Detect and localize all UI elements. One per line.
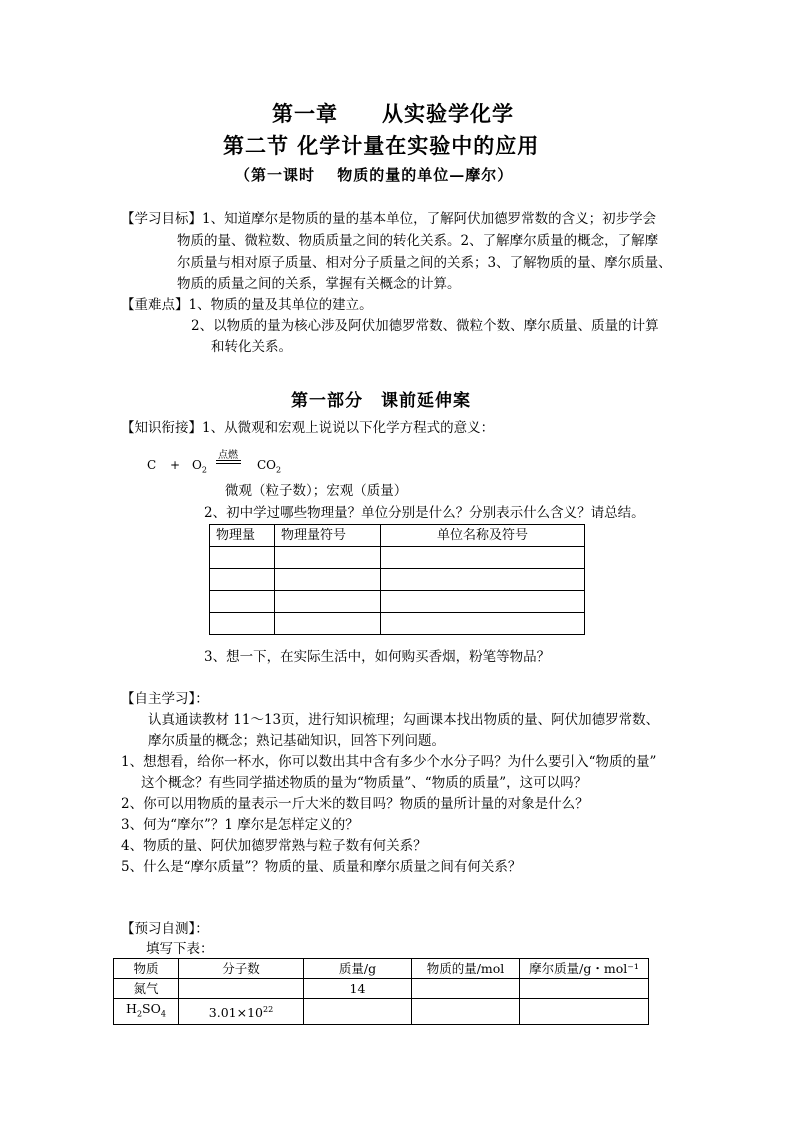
table-cell[interactable] <box>520 979 649 999</box>
objectives-line3: 尔质量与相对原子质量、相对分子质量之间的关系；3、了解物质的量、摩尔质量、 <box>177 255 672 271</box>
table-cell[interactable] <box>520 999 649 1025</box>
table-cell[interactable] <box>381 613 585 635</box>
table-header-cell: 物质 <box>114 959 179 979</box>
table-cell[interactable] <box>275 547 381 569</box>
table-cell-mass: 14 <box>304 979 412 999</box>
table-row <box>210 613 585 635</box>
table-cell[interactable] <box>210 547 275 569</box>
knowledge-tag: 【知识衔接】 <box>121 420 202 436</box>
self-study-intro2: 摩尔质量的概念；熟记基础知识，回答下列问题。 <box>148 733 445 749</box>
table-row <box>210 547 585 569</box>
lesson-title: （第一课时 物质的量的单位—摩尔） <box>235 166 514 184</box>
table-cell[interactable] <box>275 591 381 613</box>
micro-macro-text: 微观（粒子数）；宏观（质量） <box>225 483 408 499</box>
self-study-q3: 3、何为“摩尔”？1 摩尔是怎样定义的？ <box>121 817 359 833</box>
table-header-row <box>114 959 649 979</box>
self-study-q1a: 1、想想看，给你一杯水，你可以数出其中含有多少个水分子吗？为什么要引入“物质的量” <box>121 754 657 770</box>
part1-title: 第一部分 课前延伸案 <box>291 391 471 411</box>
equation-plus: + <box>170 458 181 472</box>
table-header-cell: 物质的量/mol <box>412 959 520 979</box>
section-title: 第二节 化学计量在实验中的应用 <box>223 133 540 158</box>
self-study-tag: 【自主学习】： <box>121 691 209 707</box>
table-header-row <box>210 525 585 547</box>
pretest-tag: 【预习自测】： <box>121 921 209 937</box>
table-cell-molecules: $3.01\times 10^{22}$ <box>179 999 304 1025</box>
table-row <box>210 591 585 613</box>
self-study-q2: 2、你可以用物质的量表示一斤大米的数目吗？物质的量所计量的对象是什么？ <box>121 796 589 812</box>
table-row <box>114 979 649 999</box>
table-header-cell: 质量/g <box>304 959 412 979</box>
objectives-line2: 物质的量、微粒数、物质质量之间的转化关系。2、了解摩尔质量的概念，了解摩 <box>177 233 659 249</box>
knowledge-q1: 【知识衔接】1、从微观和宏观上说说以下化学方程式的意义： <box>121 420 495 436</box>
equals-arrow <box>216 460 241 464</box>
table-cell[interactable] <box>381 591 585 613</box>
table-cell[interactable] <box>381 547 585 569</box>
knowledge-q2: 2、初中学过哪些物理量？单位分别是什么？分别表示什么含义？请总结。 <box>204 505 645 521</box>
pretest-instruction: 填写下表： <box>146 941 214 957</box>
table-cell[interactable] <box>210 569 275 591</box>
keypoints-tag: 【重难点】 <box>121 297 189 313</box>
table-cell[interactable] <box>275 613 381 635</box>
table-header-cell: 分子数 <box>179 959 304 979</box>
table-cell[interactable] <box>381 569 585 591</box>
table-cell[interactable] <box>412 979 520 999</box>
table-row <box>210 569 585 591</box>
table-header-cell: 物理量符号 <box>275 525 381 547</box>
physical-quantity-table <box>209 524 585 635</box>
table-cell-substance: $H_2SO_4$ <box>114 999 179 1025</box>
table-cell-substance: 氮气 <box>114 979 179 999</box>
table-row <box>114 999 649 1025</box>
self-study-q5: 5、什么是“摩尔质量”？物质的量、质量和摩尔质量之间有何关系？ <box>121 859 522 875</box>
table-header-cell: 摩尔质量/g・mol⁻¹ <box>520 959 649 979</box>
objectives-tag: 【学习目标】 <box>121 211 202 227</box>
table-header-cell: 单位名称及符号 <box>381 525 585 547</box>
keypoints-line2: 2、以物质的量为核心涉及阿伏加德罗常数、微粒个数、摩尔质量、质量的计算 <box>191 318 659 334</box>
objectives-line4: 物质的质量之间的关系，掌握有关概念的计算。 <box>177 276 461 292</box>
objectives-line1: 【学习目标】1、知道摩尔是物质的量的基本单位，了解阿伏加德罗常数的含义；初步学会 <box>121 211 657 227</box>
self-study-intro1: 认真通读教材 11～13页，进行知识梳理；勾画课本找出物质的量、阿伏加德罗常数、 <box>148 712 660 728</box>
equation-co2: $CO_2$ <box>257 458 282 475</box>
self-study-q1b: 这个概念？有些同学描述物质的量为“物质量”、“物质的质量”，这可以吗？ <box>141 775 588 791</box>
table-cell[interactable] <box>210 591 275 613</box>
table-cell[interactable] <box>275 569 381 591</box>
reaction-condition: 点燃 <box>218 450 238 461</box>
table-cell[interactable] <box>210 613 275 635</box>
keypoints-line3: 和转化关系。 <box>211 339 292 355</box>
table-header-cell: 物理量 <box>210 525 275 547</box>
table-cell-molecules[interactable] <box>179 979 304 999</box>
pretest-table <box>113 958 649 1025</box>
keypoints-line1: 【重难点】1、物质的量及其单位的建立。 <box>121 297 373 313</box>
table-cell[interactable] <box>412 999 520 1025</box>
self-study-q4: 4、物质的量、阿伏加德罗常熟与粒子数有何关系？ <box>121 838 427 854</box>
chapter-title: 第一章 从实验学化学 <box>272 101 514 126</box>
equation-oxygen: $O_2$ <box>192 458 207 475</box>
equation-c: C <box>147 458 157 472</box>
knowledge-q3: 3、想一下，在实际生活中，如何购买香烟，粉笔等物品？ <box>204 649 551 665</box>
table-cell-mass[interactable] <box>304 999 412 1025</box>
